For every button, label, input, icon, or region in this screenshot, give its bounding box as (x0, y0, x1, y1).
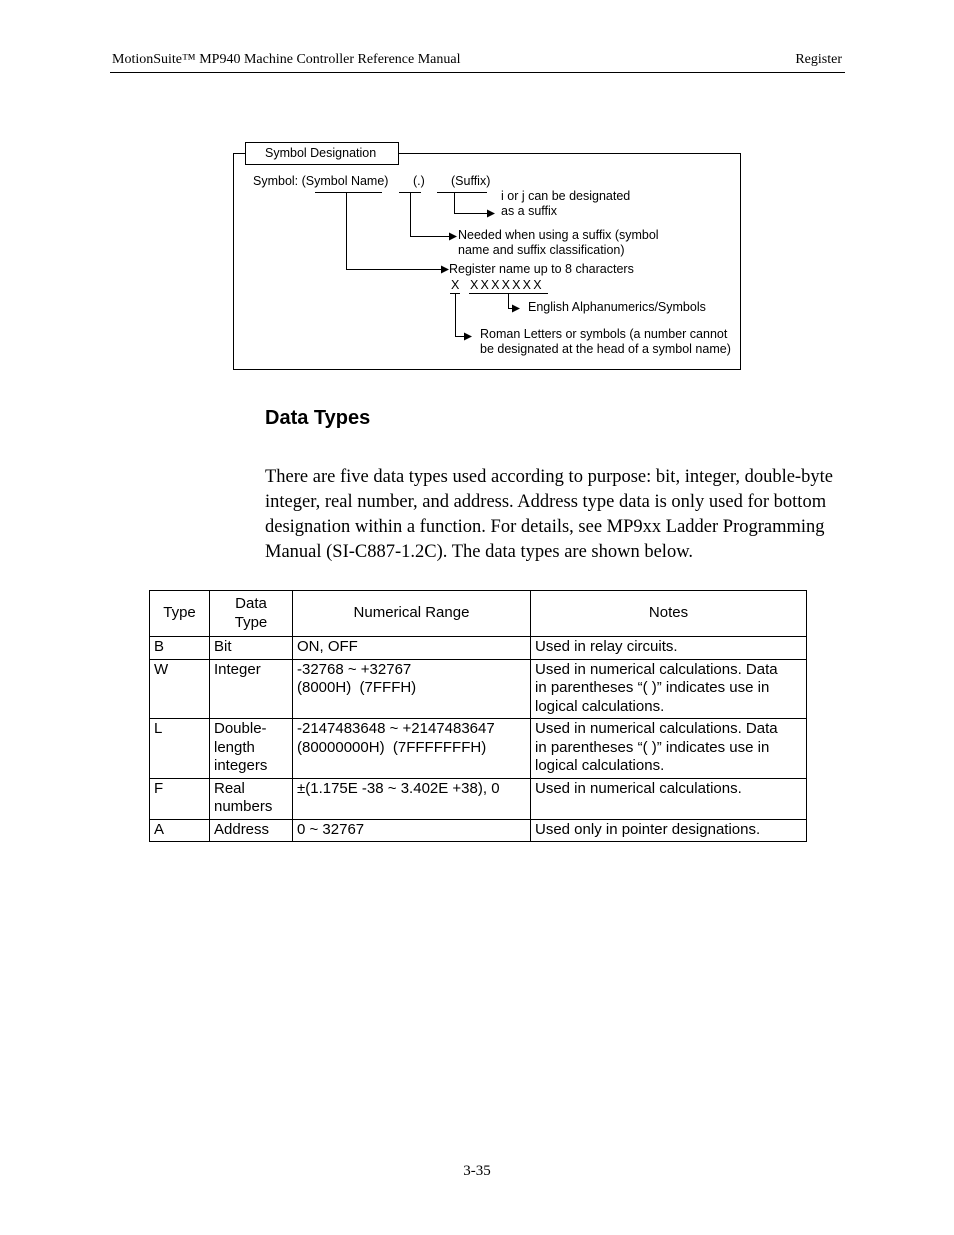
remaining-characters-note: English Alphanumerics/Symbols (528, 300, 706, 314)
suffix-note-line-2: as a suffix (501, 204, 558, 218)
section-heading: Data Types (265, 407, 371, 429)
dot-note-line-1: Needed when using a suffix (symbol (458, 228, 659, 242)
data-type-cell (210, 819, 293, 842)
notes-line: Used in numerical calculations. Data (535, 660, 778, 678)
data-type-line: Double- (214, 720, 267, 737)
first-character-arrow (456, 294, 472, 337)
type-cell: W (150, 659, 210, 719)
notes-line: in parentheses “( )” indicates use in (535, 738, 770, 756)
data-type-line: length (214, 738, 255, 756)
page-number: 3-35 (463, 1163, 491, 1179)
table-header-row (150, 591, 807, 637)
first-character-note-line-2: be designated at the head of a symbol name) (480, 342, 731, 356)
range-line: 0 ~ 32767 (297, 820, 365, 838)
range-line: (80000000H) (7FFFFFFFH) (297, 738, 487, 756)
symbol-designation-diagram (0, 0, 954, 400)
range-cell (293, 819, 531, 842)
notes-cell (531, 778, 807, 819)
data-type-cell (210, 659, 293, 719)
table-row (150, 778, 807, 819)
range-line: -32768 ~ +32767 (297, 660, 412, 678)
range-cell (293, 659, 531, 719)
type-cell: L (150, 719, 210, 779)
range-line: ±(1.175E -38 ~ 3.402E +38), 0 (297, 779, 500, 797)
header-data-type-line-2: Type (234, 613, 268, 631)
table-row (150, 659, 807, 719)
running-header-title: MotionSuite™ MP940 Machine Controller Reference Manual (112, 52, 461, 67)
symbol-name-arrow (347, 193, 449, 270)
data-type-cell (210, 719, 293, 779)
notes-cell (531, 719, 807, 779)
table-row (150, 719, 807, 779)
register-name-note: Register name up to 8 characters (449, 262, 634, 276)
dot-label: (.) (413, 174, 425, 188)
data-type-line: Real (214, 779, 245, 797)
data-type-line: Bit (214, 638, 232, 655)
suffix-label: (Suffix) (451, 174, 491, 188)
diagram-title: Symbol Designation (265, 146, 377, 160)
range-line: -2147483648 ~ +2147483647 (297, 720, 495, 737)
range-cell (293, 719, 531, 779)
data-types-table (149, 590, 807, 842)
notes-cell (531, 659, 807, 719)
data-type-line: numbers (214, 798, 273, 815)
notes-line: logical calculations. (535, 757, 665, 774)
range-cell (293, 778, 531, 819)
table-row (150, 637, 807, 660)
range-line: ON, OFF (297, 638, 358, 655)
notes-line: in parentheses “( )” indicates use in (535, 679, 770, 696)
range-line: (8000H) (7FFFH) (297, 679, 417, 696)
type-cell: F (150, 778, 210, 819)
section-paragraph: There are five data types used according to purpose: bit, integer, double-byte integer, real number, and address. Address type data is only used for bottom designation within a function. For details, see MP9xx Ladder Programming Manual (SI-C887-1.2C). The data types are shown below. (265, 467, 833, 562)
data-type-cell (210, 637, 293, 660)
notes-line: Used only in pointer designations. (535, 820, 761, 838)
data-type-line: integers (214, 757, 268, 774)
remaining-characters-arrow (509, 294, 520, 309)
range-cell (293, 637, 531, 660)
notes-line: logical calculations. (535, 697, 665, 715)
type-cell: A (150, 819, 210, 842)
suffix-note-line-1: i or j can be designated (501, 189, 631, 203)
data-type-line: Integer (214, 660, 261, 678)
header-notes: Notes (531, 591, 807, 637)
running-header-section: Register (795, 52, 842, 67)
notes-line: Used in numerical calculations. (535, 779, 742, 797)
notes-line: Used in numerical calculations. Data (535, 720, 778, 737)
remaining-characters: XXXXXXX (470, 278, 544, 292)
notes-cell (531, 637, 807, 660)
dot-arrow (411, 193, 457, 237)
symbol-name-label: Symbol: (Symbol Name) (253, 174, 389, 188)
table-row (150, 819, 807, 842)
notes-cell (531, 819, 807, 842)
header-data-type (210, 591, 293, 637)
header-data-type-line-1: Data (235, 595, 267, 612)
type-cell: B (150, 637, 210, 660)
first-character: X (451, 278, 460, 292)
suffix-arrow (455, 193, 495, 214)
data-type-line: Address (214, 820, 270, 838)
data-type-cell (210, 778, 293, 819)
notes-line: Used in relay circuits. (535, 638, 678, 655)
header-type: Type (150, 591, 210, 637)
header-numerical-range: Numerical Range (293, 591, 531, 637)
first-character-note-line-1: Roman Letters or symbols (a number cannot (480, 327, 728, 341)
dot-note-line-2: name and suffix classification) (458, 243, 625, 257)
